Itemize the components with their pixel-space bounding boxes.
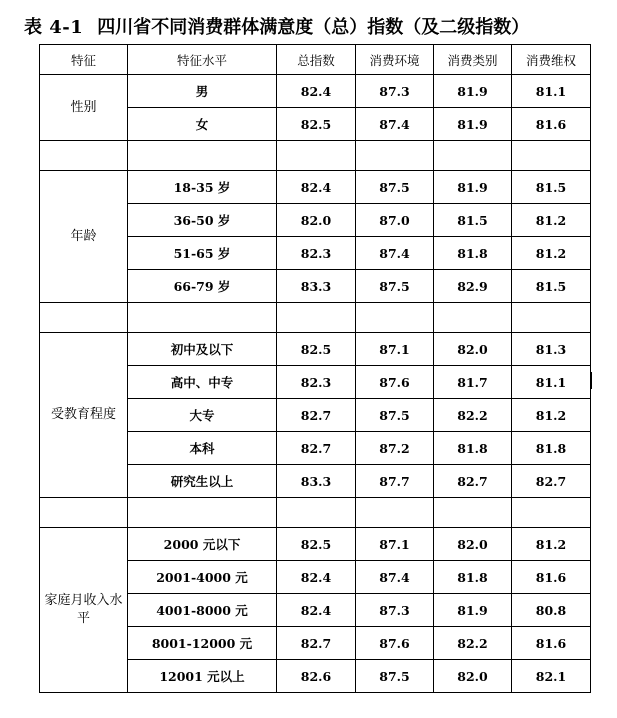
value-cell: 81.1 — [512, 75, 591, 108]
column-header: 消费环境 — [356, 45, 434, 75]
value-cell: 82.5 — [277, 333, 356, 366]
empty-cell — [277, 141, 356, 171]
spacer-row — [40, 498, 591, 528]
value-cell: 82.7 — [277, 432, 356, 465]
value-cell: 87.7 — [356, 465, 434, 498]
value-cell: 82.1 — [512, 660, 591, 693]
empty-cell — [512, 303, 591, 333]
value-cell: 81.1 — [512, 366, 591, 399]
value-cell: 82.7 — [277, 399, 356, 432]
value-cell: 82.4 — [277, 561, 356, 594]
value-cell: 82.2 — [434, 399, 512, 432]
value-cell: 81.9 — [434, 171, 512, 204]
empty-cell — [128, 303, 277, 333]
value-cell: 81.6 — [512, 108, 591, 141]
value-cell: 87.1 — [356, 333, 434, 366]
category-label: 家庭月收入水平 — [44, 593, 123, 626]
text-cursor — [591, 372, 592, 389]
empty-cell — [434, 498, 512, 528]
value-cell: 81.5 — [512, 171, 591, 204]
value-cell: 82.2 — [434, 627, 512, 660]
value-cell: 87.4 — [356, 108, 434, 141]
value-cell: 81.8 — [434, 561, 512, 594]
value-cell: 82.4 — [277, 171, 356, 204]
empty-cell — [356, 303, 434, 333]
value-cell: 81.6 — [512, 561, 591, 594]
value-cell: 87.0 — [356, 204, 434, 237]
empty-cell — [356, 498, 434, 528]
empty-cell — [40, 303, 128, 333]
empty-cell — [128, 498, 277, 528]
value-cell: 81.2 — [512, 528, 591, 561]
level-cell: 女 — [128, 108, 277, 141]
column-header: 消费类别 — [434, 45, 512, 75]
level-cell: 36-50 岁 — [128, 204, 277, 237]
table-row — [40, 171, 591, 204]
value-cell: 82.5 — [277, 528, 356, 561]
spacer-row — [40, 141, 591, 171]
value-cell: 87.2 — [356, 432, 434, 465]
table-title-text: 四川省不同消费群体满意度（总）指数（及二级指数） — [97, 17, 530, 38]
header-row — [40, 45, 591, 75]
value-cell: 82.4 — [277, 75, 356, 108]
value-cell: 82.6 — [277, 660, 356, 693]
empty-cell — [434, 303, 512, 333]
value-cell: 81.8 — [434, 432, 512, 465]
level-cell: 4001-8000 元 — [128, 594, 277, 627]
value-cell: 81.3 — [512, 333, 591, 366]
level-cell: 2001-4000 元 — [128, 561, 277, 594]
category-cell: 性别 — [40, 75, 128, 141]
empty-cell — [128, 141, 277, 171]
empty-cell — [277, 303, 356, 333]
level-cell: 12001 元以上 — [128, 660, 277, 693]
value-cell: 87.4 — [356, 237, 434, 270]
value-cell: 87.3 — [356, 75, 434, 108]
value-cell: 81.2 — [512, 204, 591, 237]
empty-cell — [356, 141, 434, 171]
table-number: 表 4-1 — [24, 17, 84, 38]
level-cell: 2000 元以下 — [128, 528, 277, 561]
value-cell: 81.8 — [512, 432, 591, 465]
value-cell: 81.9 — [434, 75, 512, 108]
value-cell: 87.3 — [356, 594, 434, 627]
value-cell: 87.5 — [356, 660, 434, 693]
value-cell: 81.6 — [512, 627, 591, 660]
level-cell: 大专 — [128, 399, 277, 432]
value-cell: 82.7 — [434, 465, 512, 498]
value-cell: 82.4 — [277, 594, 356, 627]
value-cell: 83.3 — [277, 465, 356, 498]
level-cell: 研究生以上 — [128, 465, 277, 498]
table-row — [40, 528, 591, 561]
empty-cell — [512, 498, 591, 528]
value-cell: 82.7 — [512, 465, 591, 498]
level-cell: 66-79 岁 — [128, 270, 277, 303]
value-cell: 81.5 — [434, 204, 512, 237]
level-cell: 初中及以下 — [128, 333, 277, 366]
value-cell: 82.0 — [434, 333, 512, 366]
value-cell: 81.9 — [434, 108, 512, 141]
empty-cell — [40, 498, 128, 528]
value-cell: 82.3 — [277, 237, 356, 270]
value-cell: 81.2 — [512, 237, 591, 270]
level-cell: 男 — [128, 75, 277, 108]
level-cell: 51-65 岁 — [128, 237, 277, 270]
value-cell: 87.4 — [356, 561, 434, 594]
level-cell: 本科 — [128, 432, 277, 465]
empty-cell — [277, 498, 356, 528]
satisfaction-table — [39, 44, 591, 693]
category-cell: 年龄 — [40, 171, 128, 303]
empty-cell — [40, 141, 128, 171]
category-cell: 受教育程度 — [40, 333, 128, 498]
level-cell: 高中、中专 — [128, 366, 277, 399]
value-cell: 81.9 — [434, 594, 512, 627]
value-cell: 82.7 — [277, 627, 356, 660]
value-cell: 82.0 — [277, 204, 356, 237]
value-cell: 81.2 — [512, 399, 591, 432]
category-cell — [40, 528, 128, 693]
column-header: 特征水平 — [128, 45, 277, 75]
value-cell: 81.5 — [512, 270, 591, 303]
value-cell: 81.7 — [434, 366, 512, 399]
value-cell: 87.5 — [356, 270, 434, 303]
level-cell: 18-35 岁 — [128, 171, 277, 204]
value-cell: 87.1 — [356, 528, 434, 561]
level-cell: 8001-12000 元 — [128, 627, 277, 660]
empty-cell — [512, 141, 591, 171]
value-cell: 87.6 — [356, 366, 434, 399]
value-cell: 83.3 — [277, 270, 356, 303]
value-cell: 82.0 — [434, 660, 512, 693]
value-cell: 87.6 — [356, 627, 434, 660]
spacer-row — [40, 303, 591, 333]
empty-cell — [434, 141, 512, 171]
value-cell: 82.9 — [434, 270, 512, 303]
column-header: 总指数 — [277, 45, 356, 75]
column-header: 消费维权 — [512, 45, 591, 75]
column-header: 特征 — [40, 45, 128, 75]
value-cell: 87.5 — [356, 399, 434, 432]
value-cell: 81.8 — [434, 237, 512, 270]
table-row — [40, 333, 591, 366]
table-row — [40, 75, 591, 108]
table-title — [24, 13, 614, 39]
value-cell: 82.3 — [277, 366, 356, 399]
table-body — [40, 75, 591, 693]
value-cell: 82.0 — [434, 528, 512, 561]
value-cell: 80.8 — [512, 594, 591, 627]
value-cell: 87.5 — [356, 171, 434, 204]
value-cell: 82.5 — [277, 108, 356, 141]
